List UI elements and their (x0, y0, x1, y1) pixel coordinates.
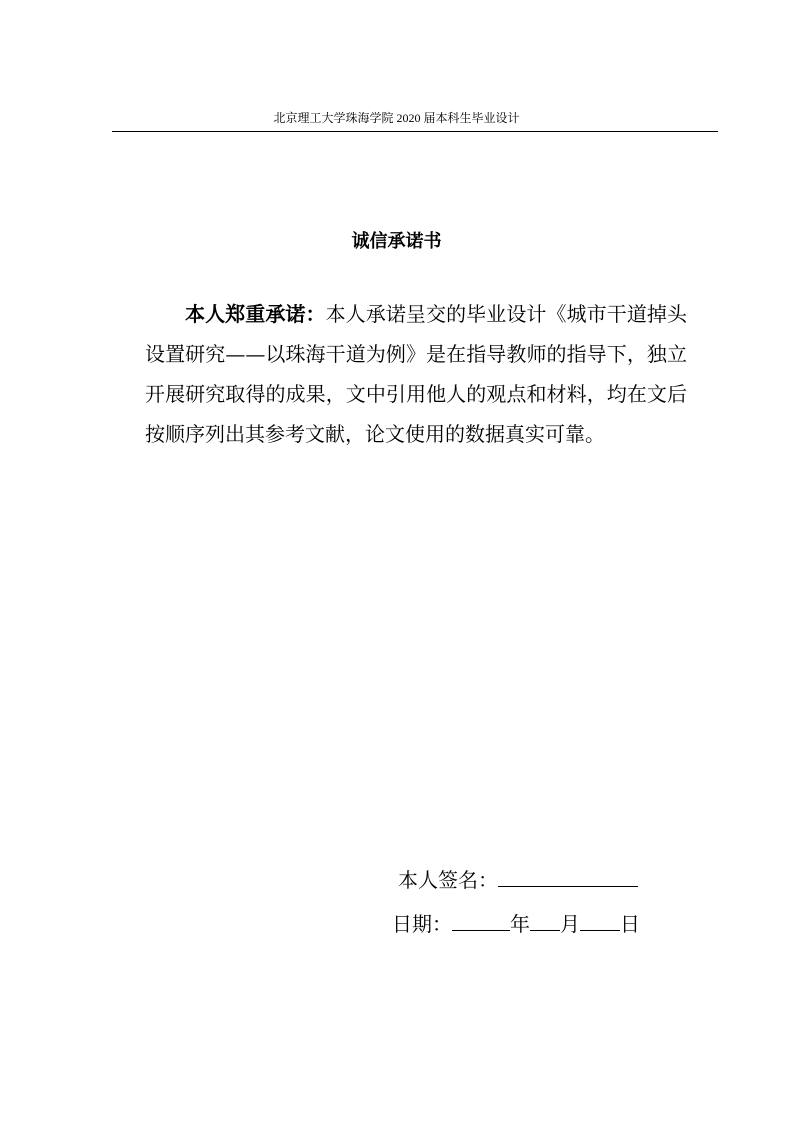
signature-name-row (398, 864, 638, 894)
signature-date-row (392, 908, 640, 938)
signature-name-label: 本人签名： (398, 868, 498, 892)
document-title: 诚信承诺书 (351, 231, 442, 252)
date-year-label: 年 (510, 912, 530, 936)
pledge-lead: 本人郑重承诺： (185, 302, 326, 326)
date-day-blank[interactable] (580, 908, 620, 931)
page-header: 北京理工大学珠海学院 2020 届本科生毕业设计 (273, 111, 520, 125)
pledge-body: 本人承诺呈交的毕业设计《城市干道掉头设置研究——以珠海干道为例》是在指导教师的指导下，独立开展研究取得的成果，文中引用他人的观点和材料，均在文后按顺序列出其参考文献，论文使用的数据真实可靠。 (145, 302, 688, 446)
signature-date-label: 日期： (392, 912, 452, 936)
date-day-label: 日 (620, 912, 640, 936)
date-month-label: 月 (560, 912, 580, 936)
header-divider (112, 131, 718, 132)
date-year-blank[interactable] (452, 908, 510, 931)
signature-name-blank[interactable] (498, 864, 638, 887)
pledge-paragraph (145, 294, 687, 454)
date-month-blank[interactable] (530, 908, 560, 931)
